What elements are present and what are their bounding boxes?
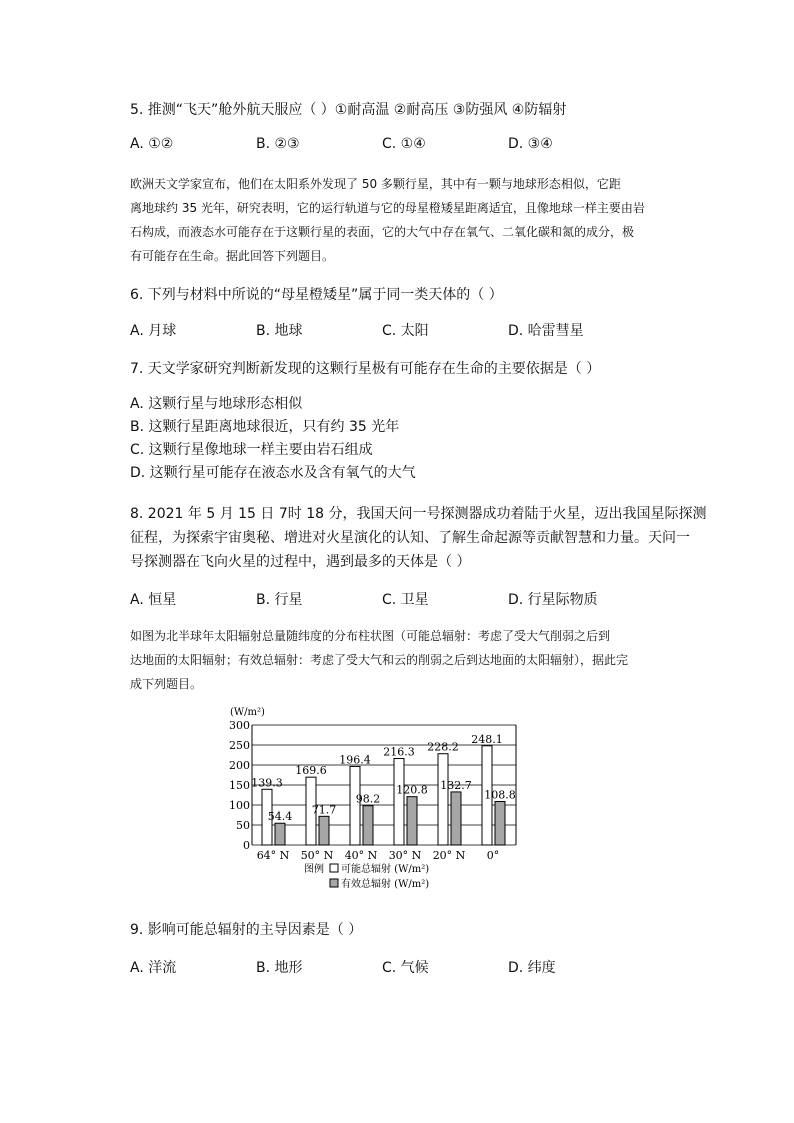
passage-line: 如图为北半球年太阳辐射总量随纬度的分布柱状图（可能总辐射：考虑了受大气削弱之后到	[130, 629, 611, 643]
passage-line: 离地球约 35 光年，研究表明，它的运行轨道与它的母星橙矮星距离适宜，且像地球一样主要由岩	[130, 201, 645, 215]
option-a: A. ①②	[130, 136, 174, 152]
y-tick-label: 300	[229, 719, 250, 732]
x-tick-label: 30° N	[388, 849, 422, 862]
bar-effective-radiation	[275, 823, 285, 845]
bar-possible-radiation	[438, 754, 448, 845]
x-tick-label: 50° N	[300, 849, 334, 862]
legend-label-possible: 可能总辐射 (W/m²)	[341, 864, 430, 875]
legend-swatch-possible	[330, 864, 338, 872]
bar-effective-radiation	[363, 806, 373, 845]
question-6-options	[130, 320, 634, 340]
option-d: D. 哈雷彗星	[508, 323, 584, 339]
question-7-stem: 7. 天文学家研究判断新发现的这颗行星极有可能存在生命的主要依据是（ ）	[130, 361, 601, 377]
option-d: D. 纬度	[508, 960, 556, 976]
option-b: B. 地形	[256, 960, 303, 976]
y-tick-label: 200	[229, 759, 250, 772]
question-9-options	[130, 957, 634, 977]
option-c: C. ①④	[382, 136, 426, 152]
passage-chart-intro	[130, 624, 690, 696]
stem-line: 征程，为探索宇宙奥秘、增进对火星演化的认知、了解生命起源等贡献智慧和力量。天问一	[130, 530, 690, 546]
legend-swatch-effective	[330, 879, 338, 887]
stem-line: 号探测器在飞向火星的过程中，遇到最多的天体是（ ）	[130, 554, 471, 570]
option-d: D. ③④	[508, 136, 553, 152]
option-b: B. 地球	[256, 323, 303, 339]
question-8-options	[130, 589, 634, 609]
bar-possible-radiation	[394, 758, 404, 845]
data-label: 228.2	[427, 740, 459, 754]
y-tick-label: 50	[236, 819, 250, 832]
option-d: D. 这颗行星可能存在液态水及含有氧气的大气	[130, 465, 416, 481]
data-label: 54.4	[267, 810, 293, 824]
bar-effective-radiation	[451, 792, 461, 845]
data-label: 169.6	[295, 764, 327, 778]
y-axis-label: (W/m²)	[230, 707, 265, 718]
option-a: A. 这颗行星与地球形态相似	[130, 396, 303, 412]
option-a: A. 洋流	[130, 960, 177, 976]
question-8-stem	[130, 502, 706, 574]
y-tick-label: 150	[229, 779, 250, 792]
stem-line: 8. 2021 年 5 月 15 日 7时 18 分，我国天问一号探测器成功着陆于火星，迈出我国星际探测	[130, 506, 707, 522]
data-label: 120.8	[396, 783, 428, 797]
question-7-options	[130, 393, 416, 485]
bar-effective-radiation	[495, 801, 505, 845]
question-6-stem: 6. 下列与材料中所说的“母星橙矮星”属于同一类天体的（ ）	[130, 287, 503, 303]
data-label: 108.8	[484, 788, 516, 802]
passage-line: 石构成，而液态水可能存在于这颗行星的表面，它的大气中存在氧气、二氧化碳和氮的成分，极	[130, 225, 635, 239]
passage-line: 达地面的太阳辐射；有效总辐射：考虑了受大气和云的削弱之后到达地面的太阳辐射），据此完	[130, 653, 629, 667]
option-d: D. 行星际物质	[508, 592, 598, 608]
question-5-options	[130, 136, 634, 152]
data-label: 139.3	[251, 776, 283, 790]
question-5-stem: 5. 推测“飞天”舱外航天服应（ ）①耐高温 ②耐高压 ③防强风 ④防辐射	[130, 102, 567, 118]
y-tick-label: 250	[229, 739, 250, 752]
data-label: 196.4	[339, 753, 371, 767]
y-tick-label: 100	[229, 799, 250, 812]
solar-radiation-bar-chart	[226, 700, 526, 900]
option-c: C. 这颗行星像地球一样主要由岩石组成	[130, 442, 373, 458]
passage-line: 有可能存在生命。据此回答下列题目。	[130, 249, 335, 263]
data-label: 71.7	[311, 803, 337, 817]
bar-effective-radiation	[407, 797, 417, 845]
data-label: 216.3	[383, 745, 415, 759]
data-label: 132.7	[440, 778, 472, 792]
y-tick-label: 0	[243, 839, 250, 852]
x-tick-label: 20° N	[432, 849, 466, 862]
option-a: A. 恒星	[130, 592, 177, 608]
option-a: A. 月球	[130, 323, 177, 339]
data-label: 98.2	[355, 792, 381, 806]
legend-title: 图例	[304, 864, 324, 875]
passage-exoplanet	[130, 172, 690, 268]
x-tick-label: 0°	[486, 849, 500, 862]
data-label: 248.1	[471, 732, 503, 746]
legend-label-effective: 有效总辐射 (W/m²)	[341, 879, 430, 890]
x-tick-label: 64° N	[256, 849, 290, 862]
option-b: B. 这颗行星距离地球很近，只有约 35 光年	[130, 419, 400, 435]
question-9-stem: 9. 影响可能总辐射的主导因素是（ ）	[130, 922, 363, 938]
option-c: C. 太阳	[382, 323, 429, 339]
x-tick-label: 40° N	[344, 849, 378, 862]
passage-line: 成下列题目。	[130, 677, 203, 691]
option-c: C. 气候	[382, 960, 429, 976]
bar-effective-radiation	[319, 816, 329, 845]
option-c: C. 卫星	[382, 592, 429, 608]
option-b: B. ②③	[256, 136, 300, 152]
passage-line: 欧洲天文学家宣布，他们在太阳系外发现了 50 多颗行星，其中有一颗与地球形态相似，它距	[130, 177, 621, 191]
option-b: B. 行星	[256, 592, 303, 608]
